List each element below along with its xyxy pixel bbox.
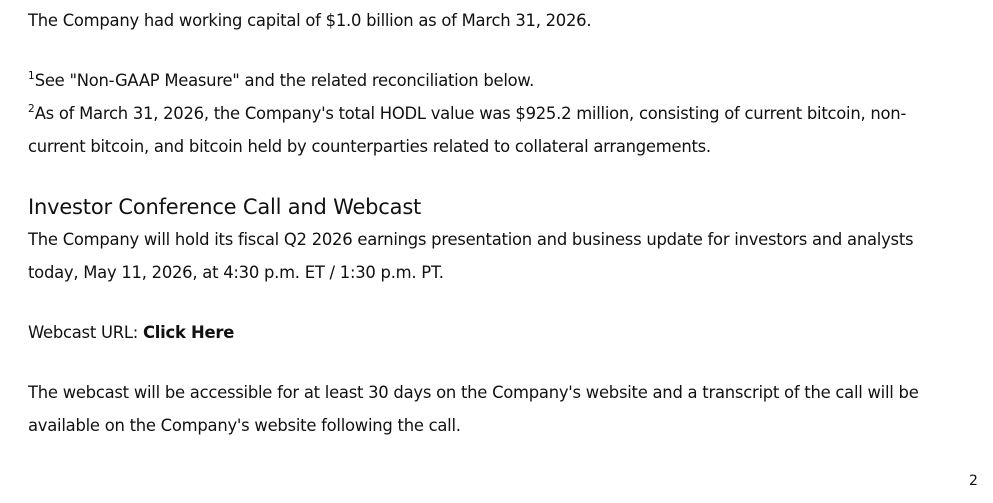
footnote-2-text-line-1: As of March 31, 2026, the Company's total HODL value was $925.2 million, consisting of current bitcoin, non-: [34, 104, 907, 123]
section-heading: Investor Conference Call and Webcast: [28, 195, 422, 219]
footnote-2-text-line-2: current bitcoin, and bitcoin held by counterparties related to collateral arrangements.: [28, 137, 711, 156]
footnote-1-text: See "Non-GAAP Measure" and the related reconciliation below.: [34, 71, 535, 90]
webcast-link[interactable]: Click Here: [142, 323, 235, 342]
conference-intro-line-1: The Company will hold its fiscal Q2 2026 earnings presentation and business update for investors and analysts: [28, 230, 914, 249]
working-capital-text: The Company had working capital of $1.0 billion as of March 31, 2026.: [28, 11, 592, 30]
footnote-1-marker: 1: [28, 70, 35, 82]
footnote-2-marker: 2: [28, 103, 35, 115]
footnote-2-line-1: [28, 103, 906, 127]
webcast-url-line: [28, 322, 234, 344]
availability-line-2: available on the Company's website following the call.: [28, 416, 461, 435]
conference-intro-line-2: today, May 11, 2026, at 4:30 p.m. ET / 1:30 p.m. PT.: [28, 263, 444, 282]
availability-line-1: The webcast will be accessible for at least 30 days on the Company's website and a transcript of the call will be: [28, 383, 919, 402]
page-number: 2: [969, 473, 978, 489]
webcast-url-label: Webcast URL:: [28, 323, 143, 342]
footnote-1: [28, 70, 534, 94]
